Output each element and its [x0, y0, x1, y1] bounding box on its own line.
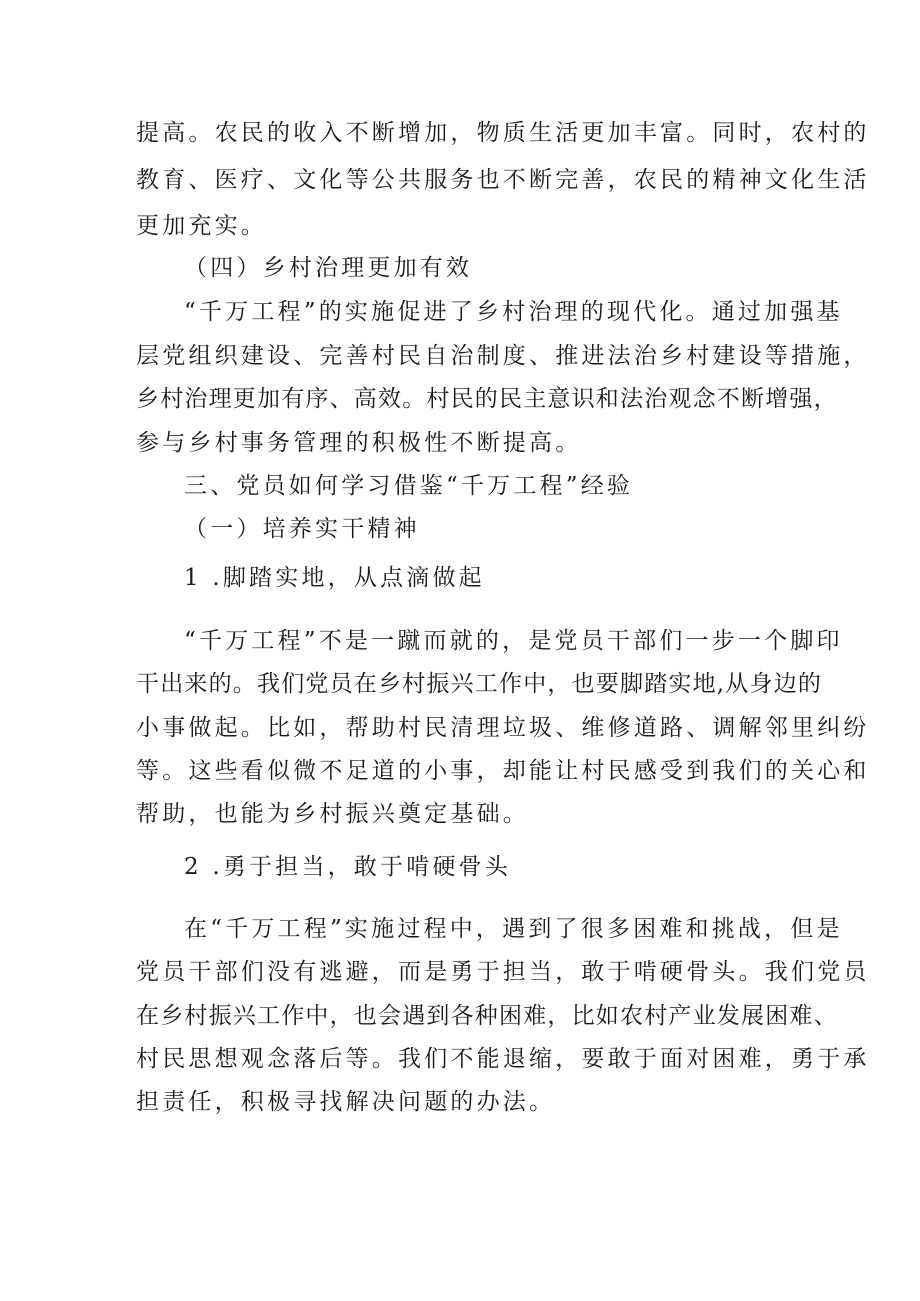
paragraph-line: 干出来的。我们党员在乡村振兴工作中，也要脚踏实地,从身边的 — [136, 671, 823, 697]
paragraph-line: 教育、医疗、文化等公共服务也不断完善，农民的精神文化生活 — [136, 167, 870, 193]
item-heading: 2 .勇于担当，敢于啃硬骨头 — [184, 854, 512, 880]
paragraph-line: 担责任，积极寻找解决问题的办法。 — [136, 1089, 556, 1115]
subsection-heading: （一）培养实干精神 — [184, 516, 420, 542]
paragraph-line: 参与乡村事务管理的积极性不断提高。 — [136, 430, 582, 456]
paragraph-line: 党员干部们没有逃避，而是勇于担当，敢于啃硬骨头。我们党员 — [136, 959, 870, 985]
paragraph-line: 层党组织建设、完善村民自治制度、推进法治乡村建设等措施， — [136, 343, 870, 369]
paragraph-line: 在“千万工程”实施过程中，遇到了很多困难和挑战，但是 — [184, 916, 843, 942]
paragraph-line: 村民思想观念落后等。我们不能退缩，要敢于面对困难，勇于承 — [136, 1046, 870, 1072]
paragraph-line: “千万工程”不是一蹴而就的，是党员干部们一步一个脚印 — [184, 628, 843, 654]
paragraph-line: “千万工程”的实施促进了乡村治理的现代化。通过加强基 — [184, 299, 843, 325]
section-heading: 三、党员如何学习借鉴“千万工程”经验 — [184, 473, 634, 499]
paragraph-line: 乡村治理更加有序、高效。村民的民主意识和法治观念不断增强， — [136, 386, 838, 412]
paragraph-line: 小事做起。比如，帮助村民清理垃圾、维修道路、调解邻里纠纷 — [136, 715, 870, 741]
paragraph-line: 提高。农民的收入不断增加，物质生活更加丰富。同时，农村的 — [136, 120, 870, 146]
item-heading: 1 .脚踏实地，从点滴做起 — [184, 565, 485, 591]
paragraph-line: 等。这些看似微不足道的小事，却能让村民感受到我们的关心和 — [136, 758, 870, 784]
section-heading: （四）乡村治理更加有效 — [184, 255, 473, 281]
paragraph-line: 更加充实。 — [136, 213, 267, 239]
paragraph-line: 在乡村振兴工作中，也会遇到各种困难，比如农村产业发展困难、 — [136, 1003, 838, 1029]
paragraph-line: 帮助，也能为乡村振兴奠定基础。 — [136, 801, 529, 827]
